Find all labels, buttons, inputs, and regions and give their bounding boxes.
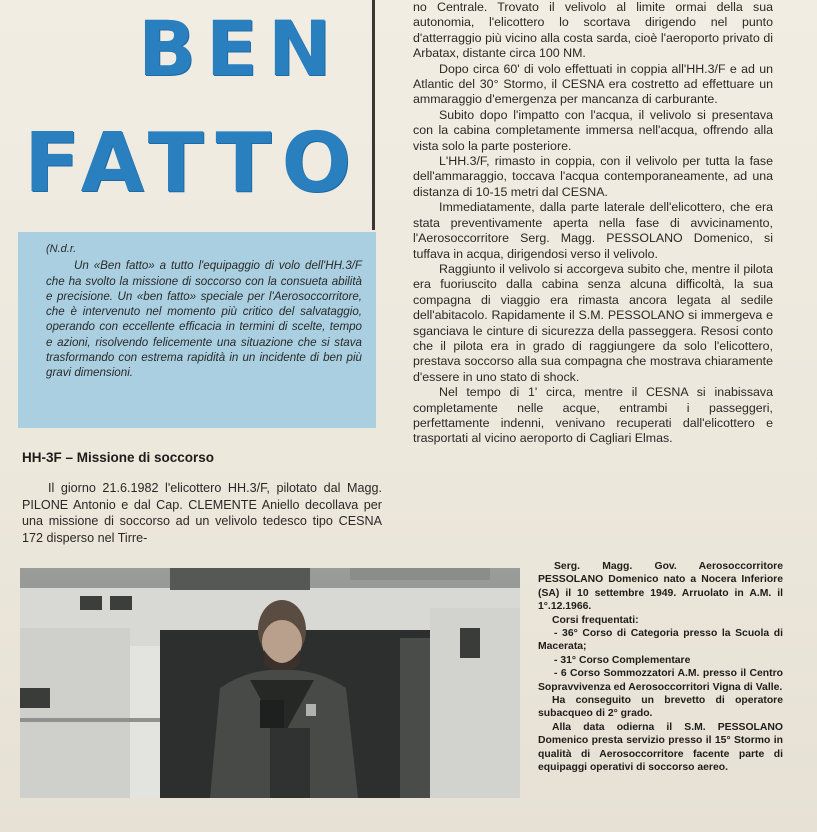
rescuer-photo [20, 568, 520, 798]
right-paragraph: Immediatamente, dalla parte laterale dell'elicottero, che era stata preventivamente aperta nella fase di avvicinamento, l'Aerosoccorritore Serg. Magg. PESSOLANO Domenico, si tuffava in acqua, dirigendosi verso il velivolo. [413, 200, 773, 261]
right-paragraph: no Centrale. Trovato il velivolo al limite ormai della sua autonomia, l'elicottero lo scortava dirigendo nel punto d'atterraggio più vicino alla costa sarda, cioè l'aeroporto privato di Arbatax, distante circa 100 NM. [413, 0, 773, 61]
caption-service: Alla data odierna il S.M. PESSOLANO Domenico presta servizio presso il 15° Stormo in qualità di Aerosoccorritore facente parte di equipaggi operativi di soccorso aereo. [538, 721, 783, 774]
caption-course-item: - 36° Corso di Categoria presso la Scuola di Macerata; [538, 628, 783, 653]
section-title: HH-3F – Missione di soccorso [22, 450, 215, 465]
left-column [22, 480, 382, 546]
right-column [413, 0, 773, 447]
right-paragraph: Nel tempo di 1' circa, mentre il CESNA si inabissava completamente nelle acque, entrambi i passeggeri, perfettamente indenni, venivano recuperati dall'elicottero e trasportati al vicino aeroporto di Cagliari Elmas. [413, 385, 773, 446]
caption-courses-label: Corsi frequentati: [552, 614, 639, 626]
caption-course-item: - 31° Corso Complementare [554, 654, 691, 666]
right-paragraph: Subito dopo l'impatto con l'acqua, il velivolo si presentava con la cabina completamente immersa nell'acqua, offrendo alla vista solo la parte posteriore. [413, 107, 773, 153]
rescuer-photo-illustration [20, 568, 520, 798]
editor-note-label: (N.d.r. [46, 243, 77, 255]
caption-intro: Serg. Magg. Gov. Aerosoccorritore PESSOLANO Domenico nato a Nocera Inferiore (SA) il 10 settembre 1949. Arruolato in A.M. il 1°.12.1966. [538, 561, 783, 613]
editor-note-text: Un «Ben fatto» a tutto l'equipaggio di volo dell'HH.3/F che ha svolto la missione di soccorso con la consueta abilità e precisione. Un «ben fatto» speciale per l'Aerosoccorritore, che è intervenuto nel momento più critico del salvataggio, operando con eccellente efficacia in termini di scelte, tempo e azioni, risolvendo felicemente una situazione che si stava trasformando con estrema rapidità in un incidente di ben più gravi dimensioni. [46, 259, 362, 380]
title-fatto: FATTO [24, 116, 362, 211]
right-paragraph: Dopo circa 60' di volo effettuati in coppia all'HH.3/F e ad un Atlantic del 30° Stormo, il CESNA era costretto ad effettuare un ammaraggio d'emergenza per mancanza di carburante. [413, 61, 773, 107]
right-paragraph: L'HH.3/F, rimasto in coppia, con il velivolo per tutta la fase dell'ammaraggio, toccava l'acqua contemporaneamente, ad una distanza di 10-15 metri dal CESNA. [413, 154, 773, 199]
caption-course-item: - 6 Corso Sommozzatori A.M. presso il Centro Sopravvivenza ed Aerosoccorritori Vigna di Valle. [538, 668, 783, 693]
column-divider [372, 0, 375, 230]
photo-caption [538, 560, 783, 775]
editor-note-box [18, 232, 376, 428]
right-paragraph: Raggiunto il velivolo si accorgeva subito che, mentre il pilota era fuoriuscito dalla cabina senza alcuna difficoltà, la sua compagna di viaggio era rimasta ancora legata al sedile dell'abitacolo. Rapidamente il S.M. PESSOLANO si immergeva e sganciava le cinture di sicurezza della passeggera. Resosi conto che il pilota era in grado di raggiungere da solo l'elicottero, prestava soccorso alla sua compagna che mostrava chiaramente d'essere in uno stato di shock. [413, 261, 773, 384]
left-paragraph: Il giorno 21.6.1982 l'elicottero HH.3/F, pilotato dal Magg. PILONE Antonio e dal Cap. CLEMENTE Aniello decollava per una missione di soccorso ad un velivolo tedesco tipo CESNA 172 disperso nel Tirre- [22, 481, 382, 545]
title-ben: BEN [138, 4, 342, 93]
caption-license: Ha conseguito un brevetto di operatore subacqueo di 2° grado. [538, 695, 783, 720]
